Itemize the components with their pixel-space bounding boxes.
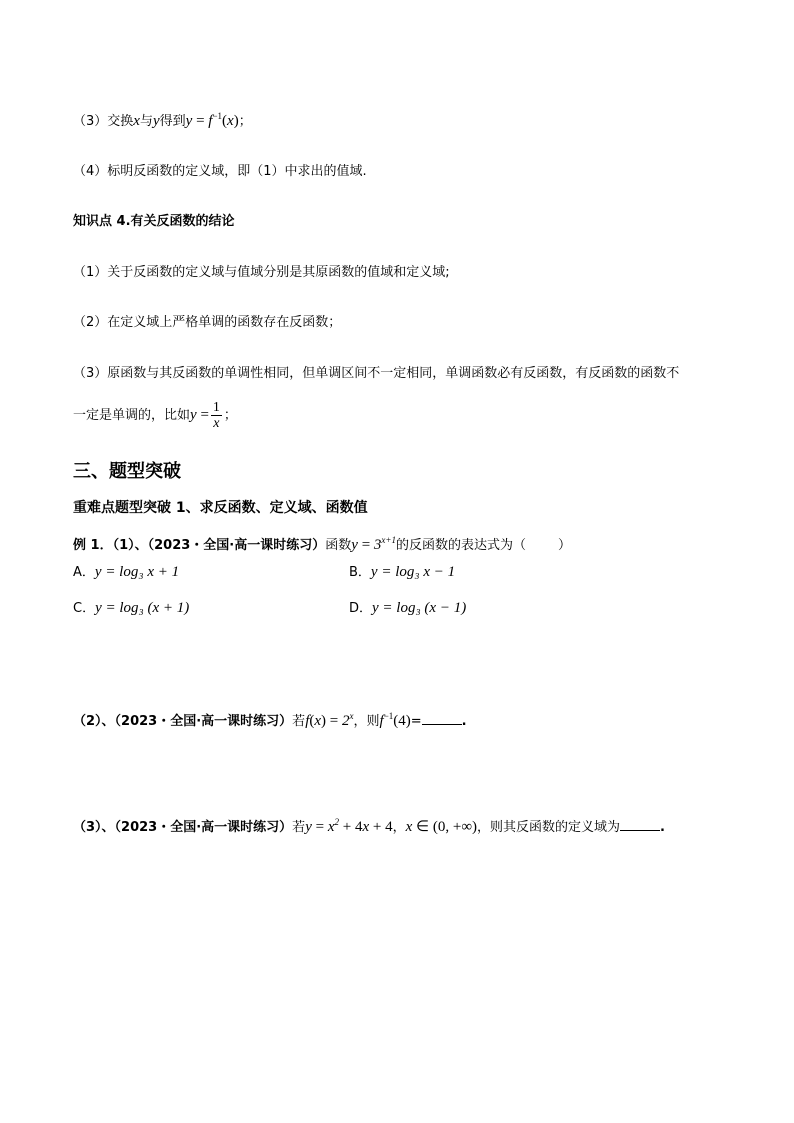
option-d[interactable]: D．y = log₃ (x − 1) (349, 600, 467, 616)
question-3: （3）、（2023・全国·高一课时练习）若$y = x^2 + 4x + 4$，x ∈ (0, +∞)，则其反函数的定义域为 . (73, 817, 665, 835)
section-subheading: 重难点题型突破 1、求反函数、定义域、函数值 (73, 500, 368, 516)
answer-blank-3[interactable] (620, 818, 660, 831)
knowledge-p3-line2: 一定是单调的，比如y = $\frac{1}{x}$ ； (73, 400, 237, 431)
knowledge-title: 知识点 4.有关反函数的结论 (73, 214, 235, 229)
option-c[interactable]: C．y = log₃ (x + 1) (73, 600, 190, 616)
formula-finv: $f^{-1}(4)$ (379, 711, 411, 729)
step-4: （4）标明反函数的定义域，即（1）中求出的值域. (73, 164, 367, 179)
var-x: x (133, 113, 140, 129)
example1-stem: 例 1．（1）、（2023・全国·高一课时练习）函数$y = 3^{x+1}$的反函数的表达式为（ ） (73, 535, 572, 553)
formula-reciprocal: y = (190, 407, 209, 423)
formula-domain: x ∈ (0, +∞) (405, 819, 478, 835)
knowledge-p2: （2）在定义域上严格单调的函数存在反函数； (73, 315, 342, 330)
section-heading: 三、题型突破 (73, 461, 181, 482)
formula-f: $f(x) = 2^x$ (305, 711, 354, 729)
answer-blank-2[interactable] (422, 712, 462, 725)
option-a[interactable]: A．y = log₃ x + 1 (73, 564, 180, 580)
formula-exp: $y = 3^{x+1}$ (351, 535, 396, 553)
option-b[interactable]: B．y = log₃ x − 1 (349, 564, 456, 580)
var-y: y (152, 113, 160, 129)
knowledge-p1: （1）关于反函数的定义域与值域分别是其原函数的值域和定义域; (73, 265, 450, 280)
fraction-1-over-x: $\frac{1}{x}$ (212, 400, 220, 431)
knowledge-p3-line1: （3）原函数与其反函数的单调性相同，但单调区间不一定相同，单调函数必有反函数，有反函数的函数不 (73, 366, 680, 381)
step-3: （3）交换x与y得到$y = f^{-1}(x)$； (73, 111, 252, 129)
formula-quadratic: $y = x^2 + 4x + 4$ (305, 817, 393, 835)
formula-inverse: $y = f^{-1}(x)$ (185, 111, 239, 129)
question-2: （2）、（2023・全国·高一课时练习）若$f(x) = 2^x$，则$f^{-1}(4)=$ . (73, 711, 467, 729)
